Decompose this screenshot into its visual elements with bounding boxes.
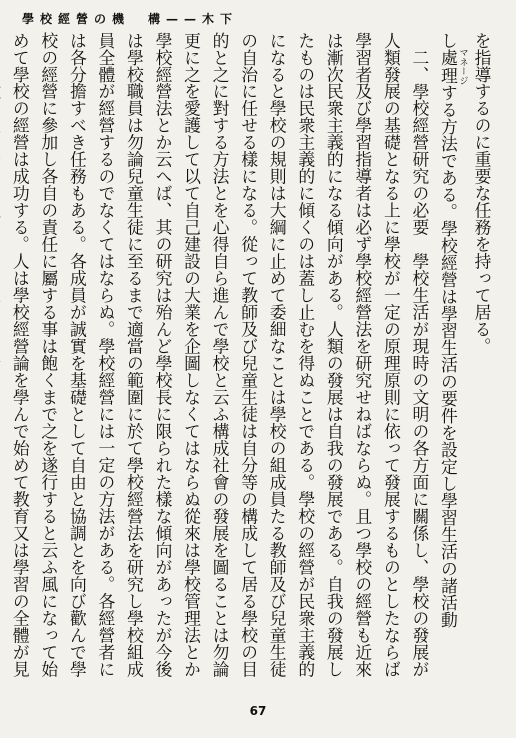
running-head: 學校經營の機 構——木下 (22, 12, 239, 26)
paragraph-1: を指導するのに重要な任務を持って居る。 (472, 32, 492, 355)
paragraph-3: 二、學校經營研究の必要 學校生活が現時の文明の各方面に關係し、學校の發展が人類發展の基礎となる上に學校が一定の原理原則に依って發展するものとしたならば學習者及び學習指導者は必ず學校經營法を研究せねばならぬ。且つ學校の經營も近來は漸次民衆主義的になる傾向がある。人類の發展は自我の發展である。自我の發展したものは民衆主義的に傾くのは蓋し止むを得ぬことである。學校の經營が民衆主義的になると學校の規則は大綱に止めて委細なことは學校の組成員たる教師及び兒童生徒の自治に任せる樣になる。從って教師及び兒童生徒は自分等の構成して居る學校の目的と之に對する方法とを心得自ら進んで學校と云ふ構成社會の發展を圖ることは勿論更に之を愛護して以て自己建設の大業を企圖しなくてはならぬ從來は學校管理法とか學校經營法とか云へば、其の研究は殆んど學校長に限られた樣な傾向があったが今後は學校職員は勿論兒童生徒に至るまで適當の範圍に於て學校經營法を研究し學校組成員全體が經營するのでなくてはならぬ。學校經營には一定の方法がある。各經營者には各分擔すべき任務もある。各成員が誠實を基礎として自由と協調とを向び歡んで學校の經營に參加し各自の責任に屬する事は飽くまで之を遂行すると云ふ風になって始めて學校の經營は成功する。人は學校經營論を學んで始めて教育又は學習の全體が見 (10, 32, 430, 678)
page-number: 67 (249, 704, 267, 718)
ruby-annotation: 處理 マネージ (438, 48, 468, 86)
body-text (10, 32, 496, 682)
ruby-reading: マネージ (457, 48, 468, 86)
paragraph-2: し處理 マネージする方法である。學校經營は學習生活の要件を設定し學習生活の諸活動 (438, 32, 468, 629)
page-header (22, 10, 494, 30)
